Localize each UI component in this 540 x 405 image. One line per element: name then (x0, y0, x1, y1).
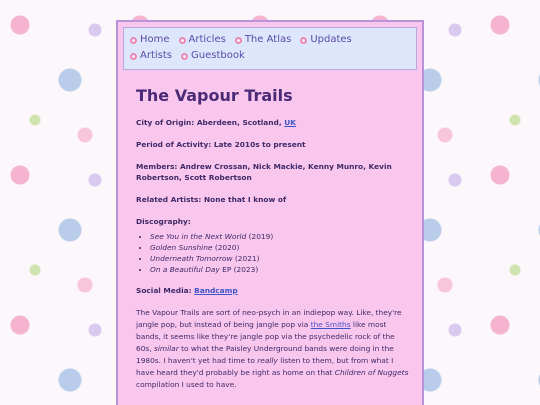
nav-link-atlas[interactable] (235, 32, 291, 48)
album-title: Golden Sunshine (150, 243, 213, 252)
members-field (136, 161, 409, 183)
album-detail: EP (2023) (222, 265, 259, 274)
nav-link-artists[interactable] (130, 48, 172, 64)
flower-bullet-icon (300, 37, 307, 44)
members-label: Members: (136, 162, 178, 171)
list-item (150, 253, 409, 264)
origin-value: Aberdeen, Scotland, (196, 118, 282, 127)
flower-bullet-icon (130, 37, 137, 44)
related-value: None that I know of (203, 195, 287, 204)
flower-bullet-icon (181, 53, 188, 60)
period-label: Period of Activity: (136, 140, 212, 149)
nav-row-2 (130, 48, 412, 64)
related-label: Related Artists: (136, 195, 202, 204)
flower-bullet-icon (130, 53, 137, 60)
content-panel (116, 20, 424, 405)
desc-text: to what the Paisley Underground bands were doing in the 1980s. I haven't yet had time to (136, 344, 394, 365)
nav-link-label: Updates (310, 34, 352, 45)
album-detail: (2021) (234, 254, 260, 263)
nav-link-label: The Atlas (244, 34, 292, 45)
desc-text: listen to them, but from what I have heard they'd probably be right as home on that (136, 356, 394, 377)
social-field (136, 285, 409, 296)
desc-text: like most bands, it seems like they're jangle pop via the psychedelic rock of the 60s, (136, 320, 395, 353)
desc-text: The Vapour Trails are sort of neo-psych in an indiepop way. Like, they're jangle pop, but instead of being jangle pop via (136, 308, 402, 329)
desc-emphasis: Children of Nuggets (334, 368, 409, 377)
discography-list (136, 231, 409, 275)
article-content (118, 86, 422, 391)
nav-link-home[interactable] (130, 32, 170, 48)
nav-link-label: Articles (188, 34, 226, 45)
description-paragraph (136, 307, 409, 391)
album-detail: (2019) (248, 232, 274, 241)
flower-bullet-icon (235, 37, 242, 44)
origin-link[interactable]: UK (284, 118, 296, 127)
flower-bullet-icon (179, 37, 186, 44)
period-field (136, 139, 409, 150)
nav-bar (123, 27, 417, 70)
desc-text: compilation I used to have. (136, 380, 237, 389)
desc-emphasis: really (257, 356, 278, 365)
nav-link-label: Guestbook (191, 50, 245, 61)
bandcamp-link[interactable]: Bandcamp (194, 286, 238, 295)
list-item (150, 264, 409, 275)
desc-emphasis: similar (153, 344, 179, 353)
social-label: Social Media: (136, 286, 192, 295)
origin-label: City of Origin: (136, 118, 195, 127)
list-item (150, 242, 409, 253)
nav-link-label: Artists (140, 50, 172, 61)
smiths-link[interactable]: the Smiths (310, 320, 351, 329)
period-value: Late 2010s to present (213, 140, 306, 149)
album-title: Underneath Tomorrow (150, 254, 233, 263)
nav-link-articles[interactable] (179, 32, 226, 48)
page-title: The Vapour Trails (136, 86, 293, 105)
list-item (150, 231, 409, 242)
related-field (136, 194, 409, 205)
origin-field (136, 117, 409, 128)
nav-link-label: Home (140, 34, 170, 45)
nav-link-updates[interactable] (300, 32, 351, 48)
nav-row-1 (130, 32, 412, 48)
nav-link-guestbook[interactable] (181, 48, 245, 64)
album-title: On a Beautiful Day (150, 265, 220, 274)
album-title: See You in the Next World (150, 232, 247, 241)
members-value: Andrew Crossan, Nick Mackie, Kenny Munro, Kevin Robertson, Scott Robertson (136, 162, 392, 182)
album-detail: (2020) (214, 243, 240, 252)
discography-label: Discography: (136, 217, 191, 226)
